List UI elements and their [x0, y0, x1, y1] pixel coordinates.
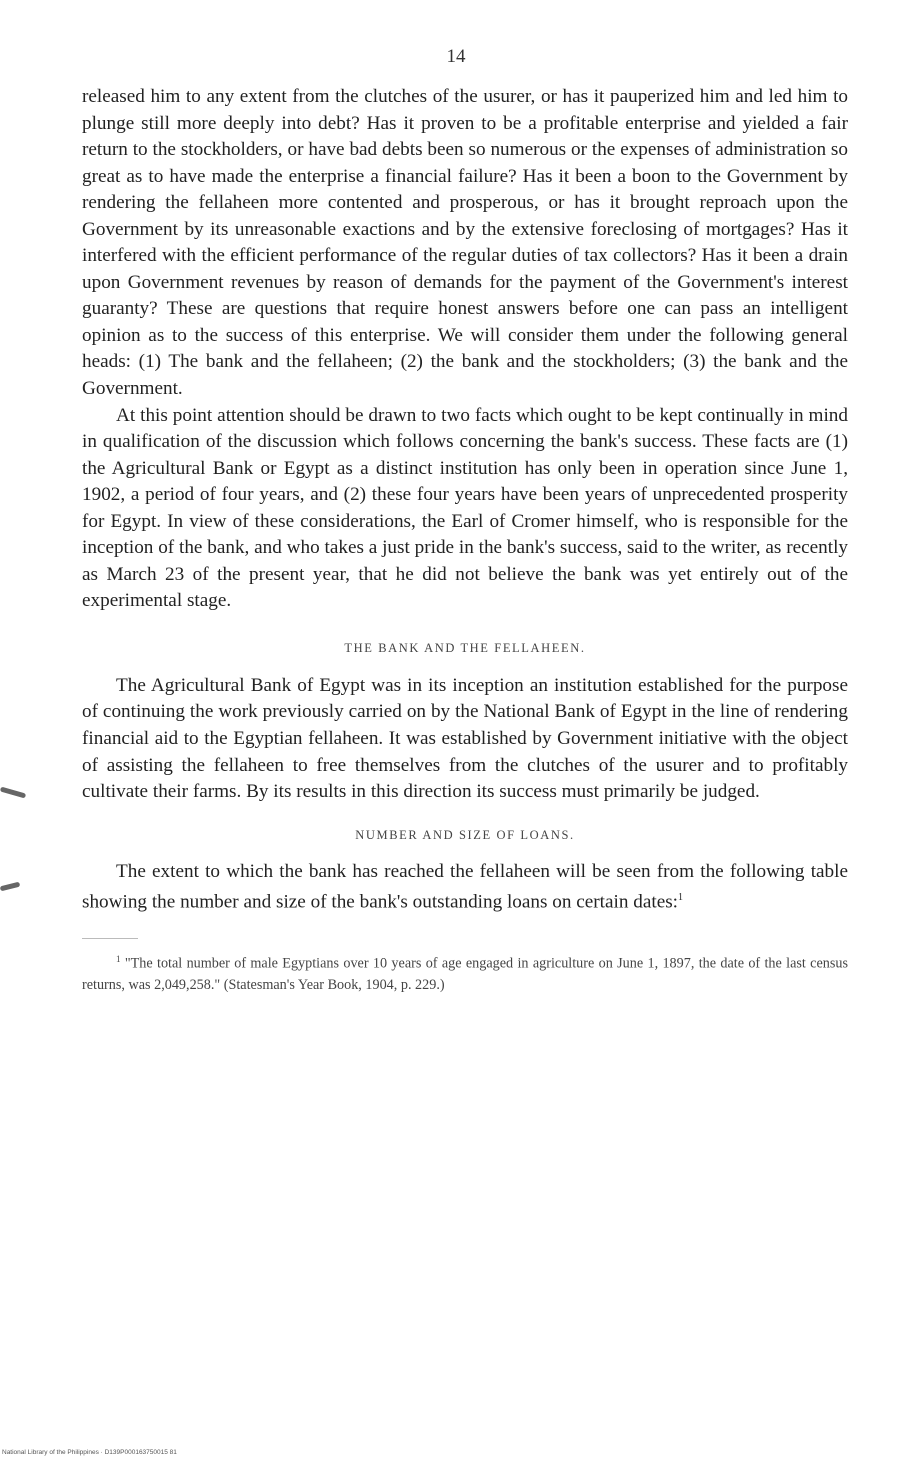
section-heading: THE BANK AND THE FELLAHEEN. — [344, 640, 586, 655]
footnote-reference: 1 — [678, 892, 684, 904]
scan-mark — [0, 882, 20, 892]
footnote-text: "The total number of male Egyptians over 10 years of age engaged in agriculture on June 1, 1897, the date of the last census returns, was 2,049,258." (Statesman's Year Book, 1904, p. 229.) — [82, 955, 848, 994]
footnote — [82, 949, 848, 997]
subsection-heading: NUMBER AND SIZE OF LOANS. — [355, 827, 575, 842]
document-body — [82, 84, 848, 997]
paragraph: released him to any extent from the clutches of the usurer, or has it pauperized him and led him to plunge still more deeply into debt? Has it proven to be a profitable enterprise and yielded a fair return to the stockholders, or have bad debts been so numerous or the expenses of administration so great as to have made the enterprise a financial failure? Has it been a boon to the Government by rendering the fellaheen more contented and prosperous, or has it brought reproach upon the Government by its unreasonable exactions and by the extensive foreclosing of mortgages? Has it interfered with the efficient performance of the regular duties of tax collectors? Has it been a drain upon Government revenues by reason of demands for the payment of the Government's interest guaranty? These are questions that require honest answers before one can pass an intelligent opinion as to the success of this enterprise. We will consider them under the following general heads: (1) The bank and the fellaheen; (2) the bank and the stockholders; (3) the bank and the Government. — [82, 86, 848, 400]
footnote-rule — [82, 938, 138, 939]
paragraph — [82, 859, 848, 916]
paragraph: At this point attention should be drawn to two facts which ought to be kept continually in mind in qualification of the discussion which follows concerning the bank's success. These facts are (1) the Agricultural Bank or Egypt as a distinct institution has only been in operation since June 1, 1902, a period of four years, and (2) these four years have been years of unprecedented prosperity for Egypt. In view of these considerations, the Earl of Cromer himself, who is responsible for the inception of the bank, and who takes a just pride in the bank's success, said to the writer, as recently as March 23 of the present year, that he did not believe the bank was yet entirely out of the experimental stage. — [82, 404, 848, 612]
paragraph: The Agricultural Bank of Egypt was in its inception an institution established for the purpose of continuing the work previously carried on by the National Bank of Egypt in the line of rendering financial aid to the Egyptian fellaheen. It was established by Government initiative with the object of assisting the fellaheen to free themselves from the clutches of the usurer and to profitably cultivate their farms. By its results in this direction its success must primarily be judged. — [82, 674, 848, 803]
scan-mark — [0, 787, 26, 799]
page-number: 14 — [446, 46, 466, 67]
paragraph-text: The extent to which the bank has reached the fellaheen will be seen from the following table showing the number and size of the bank's outstanding loans on certain dates: — [82, 860, 848, 913]
scan-identifier: National Library of the Philippines · D139P000163750015 81 — [2, 1449, 177, 1456]
footnote-marker: 1 — [116, 954, 121, 965]
